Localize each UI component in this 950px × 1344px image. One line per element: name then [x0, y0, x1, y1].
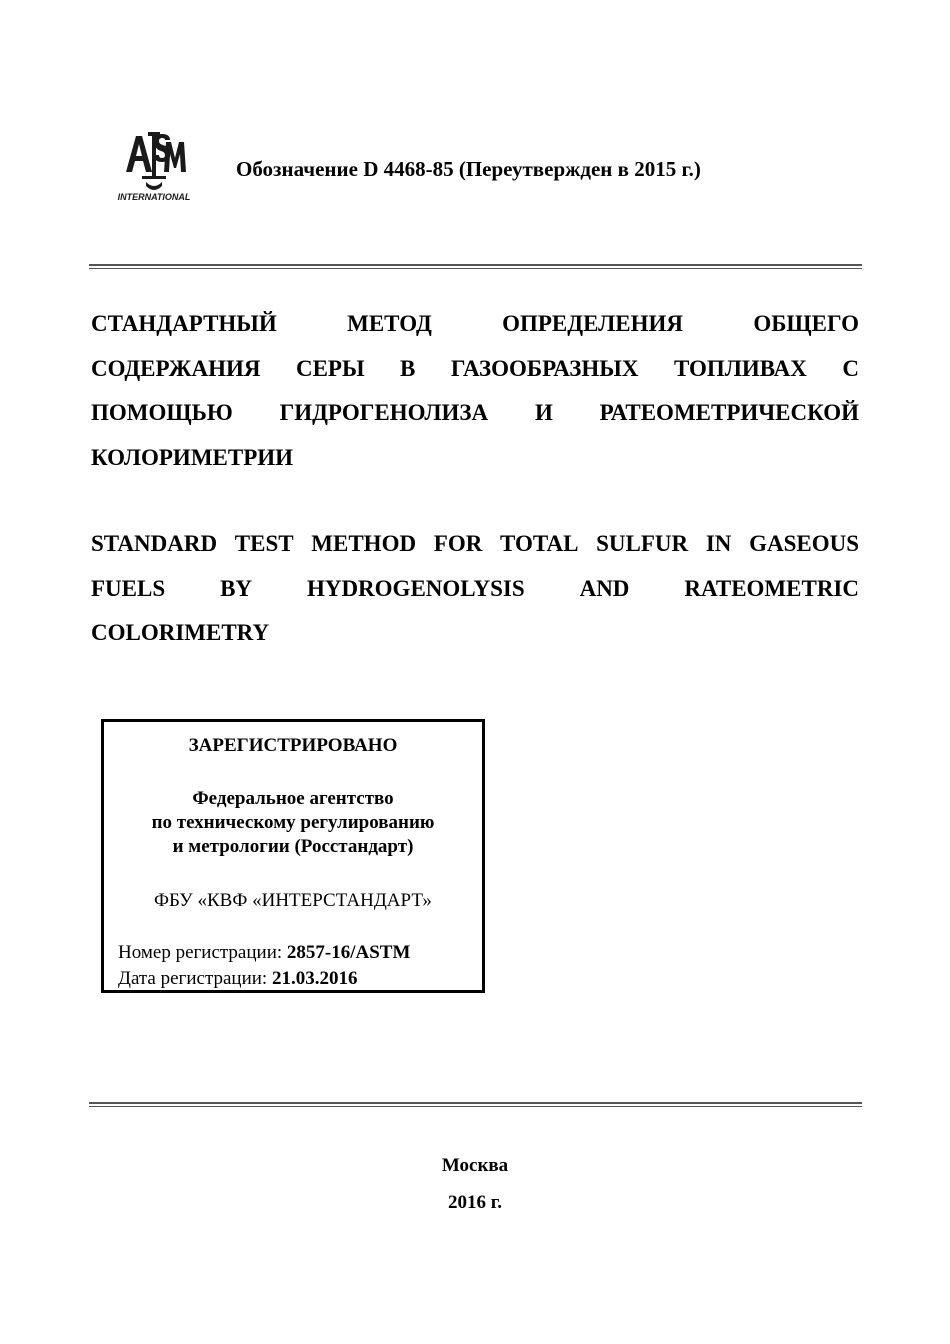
title-word: METHOD [311, 531, 417, 556]
top-divider [89, 264, 862, 269]
astm-logo [112, 128, 196, 204]
title-english [91, 522, 859, 656]
registration-heading: ЗАРЕГИСТРИРОВАНО [188, 735, 398, 756]
publication-year: 2016 г. [448, 1192, 502, 1213]
agency-line: по техническому регулированию [151, 812, 435, 833]
title-word: ОБЩЕГО [753, 311, 859, 336]
title-line [91, 302, 859, 347]
registration-date-row [118, 966, 410, 992]
title-line [91, 522, 859, 567]
title-word: ГАЗООБРАЗНЫХ [450, 355, 639, 381]
title-word: FOR [433, 531, 483, 556]
title-word: BY [220, 575, 253, 601]
title-word: FUELS [91, 575, 166, 601]
registration-number-value: 2857-16/ASTM [286, 942, 411, 963]
registration-stamp [101, 719, 485, 993]
registration-date-label: Дата регистрации: [118, 968, 272, 989]
title-word: TOTAL [500, 531, 579, 556]
publication-city: Москва [441, 1155, 509, 1176]
title-word: СТАНДАРТНЫЙ [91, 311, 277, 336]
title-line [91, 567, 859, 612]
title-word: ТОПЛИВАХ [673, 355, 807, 381]
agency-line: Федеральное агентство [192, 788, 394, 809]
title-line [91, 391, 859, 436]
title-word: AND [579, 575, 630, 601]
title-word: КОЛОРИМЕТРИИ [91, 444, 294, 470]
title-word: IN [705, 531, 732, 556]
title-word: ПОМОЩЬЮ [91, 400, 233, 425]
title-word: РАТЕОМЕТРИЧЕСКОЙ [599, 400, 859, 425]
title-word: СОДЕРЖАНИЯ [91, 355, 261, 381]
title-word: HYDROGENOLYSIS [306, 575, 525, 601]
title-line [91, 436, 859, 481]
title-word: С [842, 355, 859, 381]
title-word: СЕРЫ [295, 355, 365, 381]
title-word: ГИДРОГЕНОЛИЗА [279, 400, 489, 425]
title-word: SULFUR [596, 531, 689, 556]
title-word: STANDARD [91, 531, 218, 556]
title-word: МЕТОД [347, 311, 432, 336]
agency-line: и метрологии (Росстандарт) [172, 836, 414, 857]
bottom-divider [89, 1102, 862, 1107]
logo-subtext: INTERNATIONAL [117, 192, 191, 202]
registration-number-label: Номер регистрации: [118, 942, 287, 963]
registration-date-value: 21.03.2016 [271, 968, 358, 989]
title-word: RATEOMETRIC [684, 575, 859, 601]
registration-organization: ФБУ «КВФ «ИНТЕРСТАНДАРТ» [154, 890, 432, 911]
document-designation: Обозначение D 4468-85 (Переутвержден в 2015 г.) [236, 157, 701, 181]
title-line [91, 347, 859, 392]
title-word: GASEOUS [749, 531, 859, 556]
title-word: ОПРЕДЕЛЕНИЯ [502, 311, 683, 336]
registration-number-row [118, 940, 410, 966]
title-word: И [534, 400, 553, 425]
registration-fields [118, 940, 410, 992]
title-russian [91, 302, 859, 480]
title-word: В [400, 355, 416, 381]
title-line [91, 611, 859, 656]
title-word: COLORIMETRY [91, 620, 270, 645]
registration-agency [104, 787, 482, 859]
title-word: TEST [234, 531, 294, 556]
